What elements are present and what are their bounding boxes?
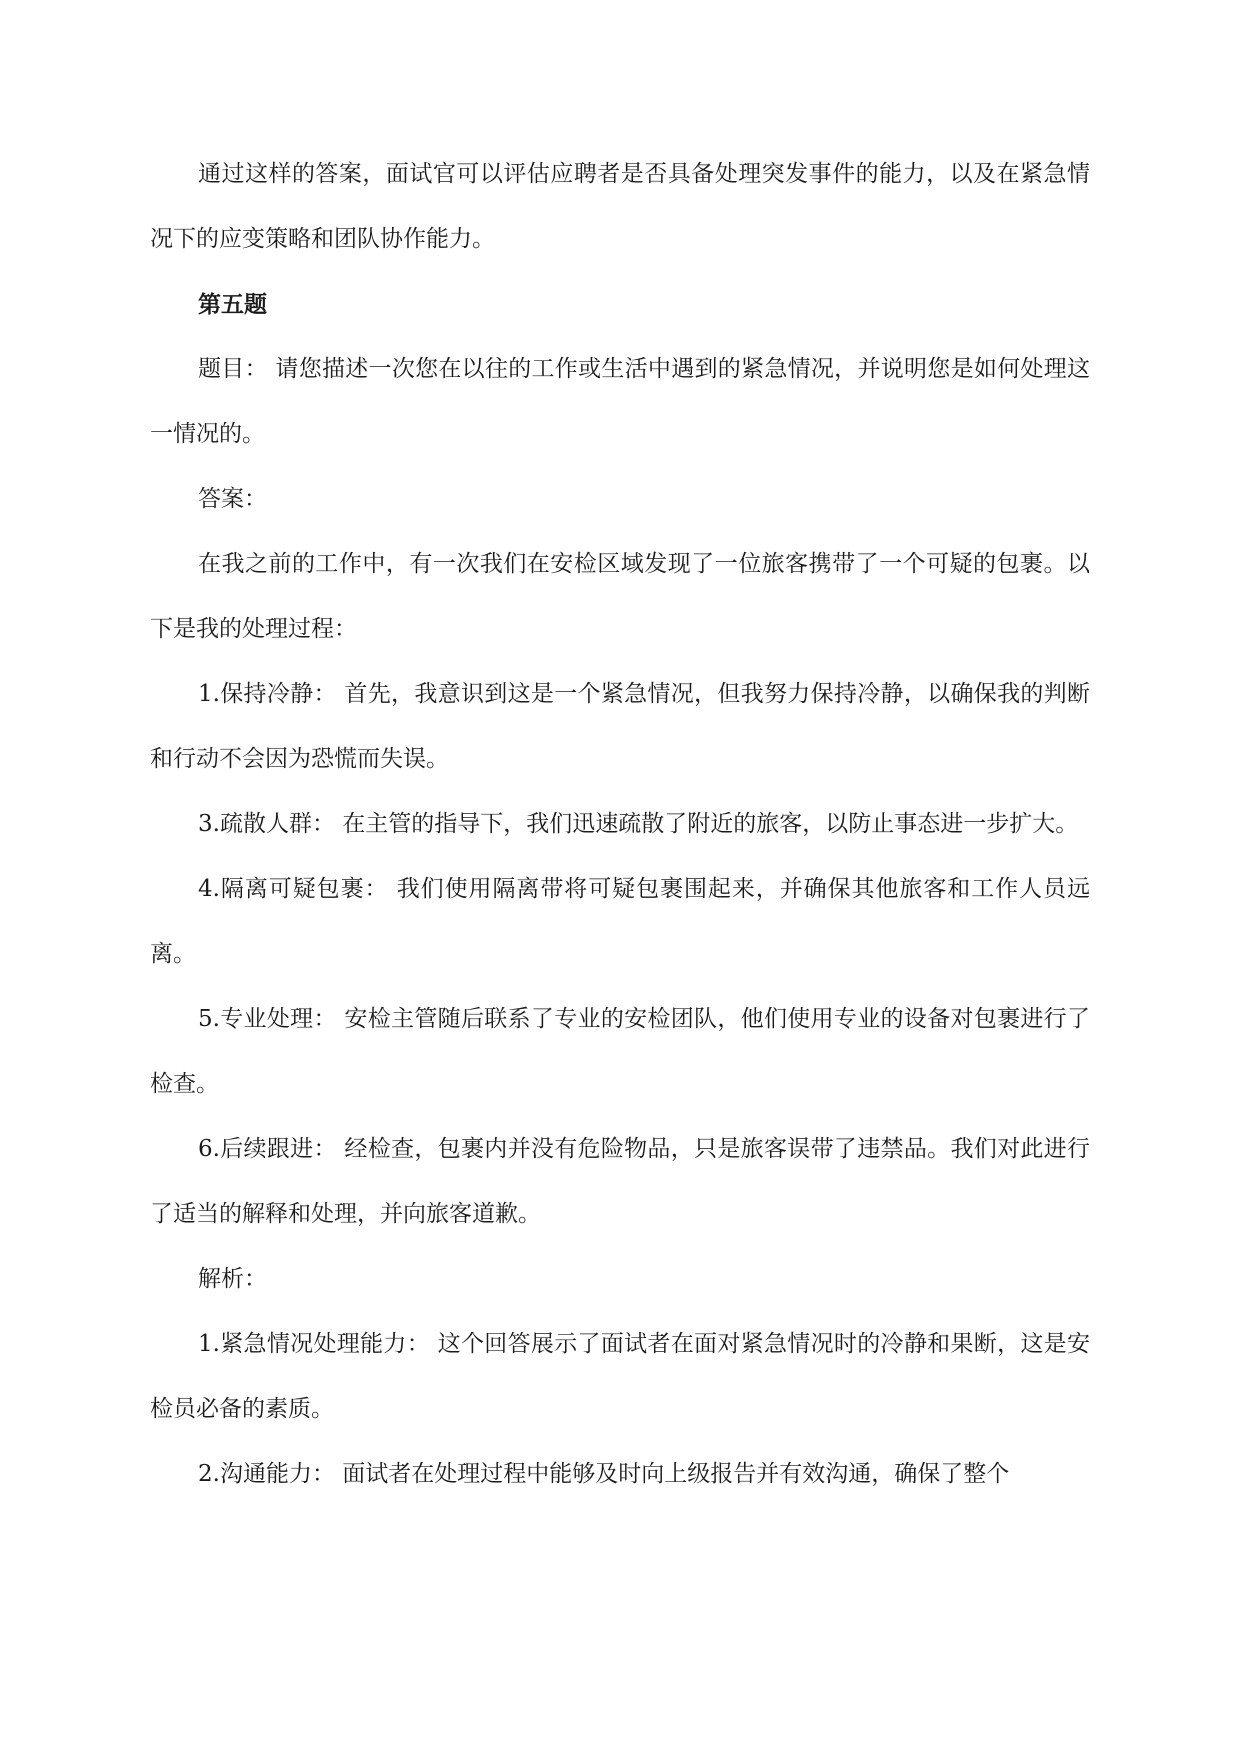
paragraph-conclusion: 通过这样的答案，面试官可以评估应聘者是否具备处理突发事件的能力，以及在紧急情况下的应变策略和团队协作能力。 bbox=[150, 161, 1090, 252]
paragraph-analysis-label: 解析： bbox=[198, 1266, 267, 1292]
paragraph-step-isolate: 4.隔离可疑包裹： 我们使用隔离带将可疑包裹围起来，并确保其他旅客和工作人员远离。 bbox=[150, 876, 1090, 967]
section-heading: 第五题 bbox=[198, 291, 267, 318]
paragraph-answer-label: 答案： bbox=[198, 486, 267, 512]
paragraph-analysis-communication: 2.沟通能力： 面试者在处理过程中能够及时向上级报告并有效沟通，确保了整个 bbox=[198, 1461, 1010, 1487]
paragraph-step-evacuate: 3.疏散人群： 在主管的指导下，我们迅速疏散了附近的旅客，以防止事态进一步扩大。 bbox=[198, 811, 1079, 837]
paragraph-answer-intro: 在我之前的工作中，有一次我们在安检区域发现了一位旅客携带了一个可疑的包裹。以下是我的处理过程： bbox=[150, 551, 1090, 642]
paragraph-step-professional: 5.专业处理： 安检主管随后联系了专业的安检团队，他们使用专业的设备对包裹进行了检查。 bbox=[150, 1006, 1090, 1097]
document-body bbox=[150, 142, 1090, 1507]
paragraph-step-calm: 1.保持冷静： 首先，我意识到这是一个紧急情况，但我努力保持冷静，以确保我的判断和行动不会因为恐慌而失误。 bbox=[150, 681, 1090, 772]
paragraph-question: 题目： 请您描述一次您在以往的工作或生活中遇到的紧急情况，并说明您是如何处理这一情况的。 bbox=[150, 356, 1090, 447]
paragraph-step-followup: 6.后续跟进： 经检查，包裹内并没有危险物品，只是旅客误带了违禁品。我们对此进行了适当的解释和处理，并向旅客道歉。 bbox=[150, 1136, 1090, 1227]
paragraph-analysis-emergency: 1.紧急情况处理能力： 这个回答展示了面试者在面对紧急情况时的冷静和果断，这是安检员必备的素质。 bbox=[150, 1331, 1090, 1422]
